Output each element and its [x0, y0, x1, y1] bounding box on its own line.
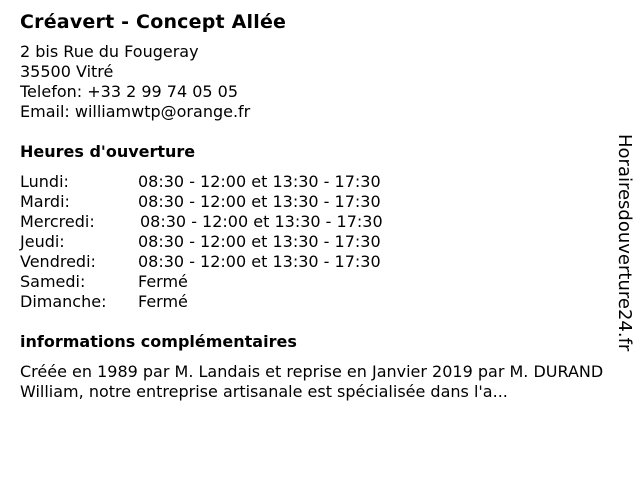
hours-row-friday: [20, 252, 610, 272]
day-hours: Fermé: [138, 272, 188, 291]
hours-row-thursday: [20, 232, 610, 252]
day-hours: 08:30 - 12:00 et 13:30 - 17:30: [138, 192, 381, 211]
additional-info-title: informations complémentaires: [20, 332, 297, 351]
additional-info-text: Créée en 1989 par M. Landais et reprise en Janvier 2019 par M. DURAND William, notre entreprise artisanale est spécialisée dans l'a...: [20, 362, 604, 401]
day-label: Mardi:: [20, 192, 70, 211]
hours-row-tuesday: [20, 192, 610, 212]
email-line: Email: williamwtp@orange.fr: [20, 102, 251, 121]
day-hours: 08:30 - 12:00 et 13:30 - 17:30: [138, 252, 381, 271]
day-label: Vendredi:: [20, 252, 96, 271]
day-hours: 08:30 - 12:00 et 13:30 - 17:30: [138, 172, 381, 191]
site-watermark: Horairesdouverture24.fr: [614, 134, 635, 352]
hours-row-saturday: [20, 272, 610, 292]
day-label: Mercredi:: [20, 212, 95, 231]
day-label: Dimanche:: [20, 292, 107, 311]
opening-hours-title: Heures d'ouverture: [20, 142, 196, 161]
hours-row-sunday: [20, 292, 610, 312]
business-name: Créavert - Concept Allée: [20, 11, 287, 33]
day-hours: Fermé: [138, 292, 188, 311]
day-label: Lundi:: [20, 172, 69, 191]
business-card: [20, 10, 610, 402]
day-label: Samedi:: [20, 272, 86, 291]
address-line-1: 2 bis Rue du Fougeray: [20, 42, 199, 61]
day-hours: 08:30 - 12:00 et 13:30 - 17:30: [140, 212, 383, 231]
hours-row-wednesday: [20, 212, 610, 232]
address-line-2: 35500 Vitré: [20, 62, 114, 81]
hours-row-monday: [20, 172, 610, 192]
day-hours: 08:30 - 12:00 et 13:30 - 17:30: [138, 232, 381, 251]
phone-line: Telefon: +33 2 99 74 05 05: [20, 82, 239, 101]
day-label: Jeudi:: [20, 232, 65, 251]
